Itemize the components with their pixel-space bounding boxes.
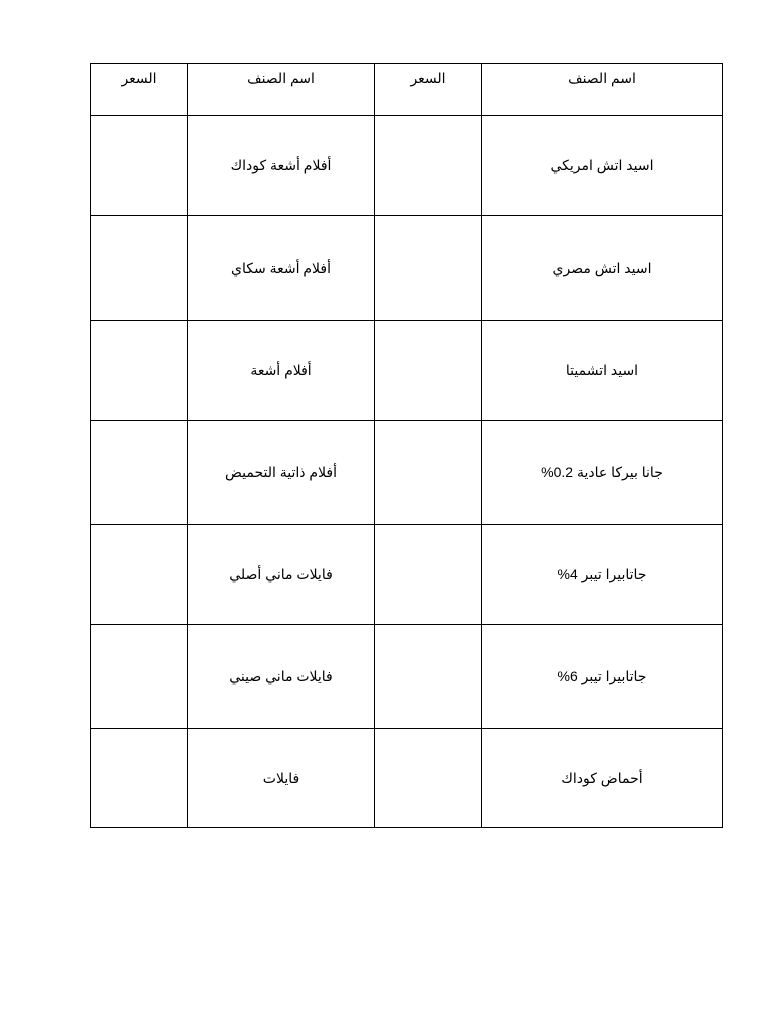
item-name-cell: اسيد اتش امريكي — [482, 116, 723, 216]
table-row — [91, 525, 723, 625]
item-name-cell: أفلام ذاتية التحميض — [188, 421, 375, 525]
table-row — [91, 729, 723, 828]
price-cell — [91, 321, 188, 421]
item-name-cell: جاتابيرا تيبر 4% — [482, 525, 723, 625]
item-name-cell: فايلات — [188, 729, 375, 828]
price-cell — [375, 216, 482, 321]
price-cell — [91, 525, 188, 625]
item-name-cell: أفلام أشعة سكاي — [188, 216, 375, 321]
table-header-row — [91, 64, 723, 116]
table-row — [91, 421, 723, 525]
price-cell — [375, 729, 482, 828]
header-item-name-2: اسم الصنف — [188, 64, 375, 116]
price-cell — [91, 421, 188, 525]
header-price-2: السعر — [91, 64, 188, 116]
price-cell — [375, 116, 482, 216]
price-table — [90, 63, 723, 828]
table-row — [91, 321, 723, 421]
price-cell — [91, 116, 188, 216]
table-row — [91, 116, 723, 216]
price-cell — [375, 421, 482, 525]
item-name-cell: فايلات ماني صيني — [188, 625, 375, 729]
item-name-cell: جاتابيرا تيبر 6% — [482, 625, 723, 729]
item-name-cell: فايلات ماني أصلي — [188, 525, 375, 625]
table-row — [91, 216, 723, 321]
price-cell — [375, 321, 482, 421]
price-cell — [91, 729, 188, 828]
header-price-1: السعر — [375, 64, 482, 116]
price-cell — [375, 525, 482, 625]
price-cell — [91, 625, 188, 729]
item-name-cell: أحماض كوداك — [482, 729, 723, 828]
table-row — [91, 625, 723, 729]
item-name-cell: اسيد اتش مصري — [482, 216, 723, 321]
item-name-cell: جانا بيركا عادية 0.2% — [482, 421, 723, 525]
item-name-cell: أفلام أشعة — [188, 321, 375, 421]
header-item-name-1: اسم الصنف — [482, 64, 723, 116]
price-cell — [91, 216, 188, 321]
item-name-cell: اسيد اتشميتا — [482, 321, 723, 421]
item-name-cell: أفلام أشعة كوداك — [188, 116, 375, 216]
price-cell — [375, 625, 482, 729]
